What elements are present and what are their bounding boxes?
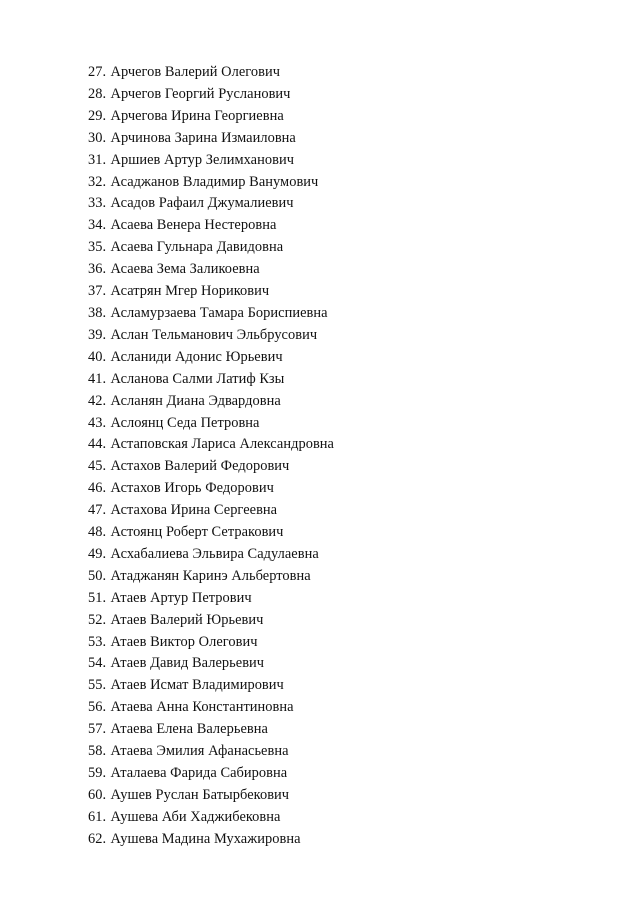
list-item-number: 41. — [88, 370, 107, 387]
list-item-number: 39. — [88, 326, 107, 343]
list-item-name: Астоянц Роберт Сетракович — [110, 524, 284, 541]
list-item — [88, 632, 640, 654]
list-item — [88, 62, 640, 84]
list-item-number: 53. — [88, 633, 107, 650]
list-item-number: 34. — [88, 217, 107, 234]
list-item-name: Атаева Елена Валерьевна — [110, 721, 268, 738]
list-item-number: 50. — [88, 567, 107, 584]
list-item-number: 62. — [88, 830, 107, 847]
list-item-number: 60. — [88, 786, 107, 803]
list-item-number: 52. — [88, 611, 107, 628]
list-item — [88, 413, 640, 435]
list-item-name: Атаев Виктор Олегович — [110, 633, 258, 650]
list-item — [88, 829, 640, 851]
list-item-number: 35. — [88, 239, 107, 256]
list-item-name: Аталаева Фарида Сабировна — [110, 765, 288, 781]
list-item-name: Астахова Ирина Сергеевна — [110, 502, 278, 519]
list-item-number: 27. — [88, 64, 107, 80]
list-item — [88, 500, 640, 522]
list-item-name: Асатрян Мгер Норикович — [110, 283, 270, 300]
list-item-number: 31. — [88, 151, 107, 168]
list-item — [88, 172, 640, 194]
list-item-number: 46. — [88, 480, 107, 497]
list-item-number: 36. — [88, 261, 107, 278]
list-item-name: Асаева Гульнара Давидовна — [110, 239, 284, 256]
list-item — [88, 478, 640, 500]
list-item-name: Асаева Венера Нестеровна — [110, 217, 277, 234]
list-item — [88, 84, 640, 106]
list-item-name: Аслоянц Седа Петровна — [110, 414, 260, 431]
list-item-name: Асаджанов Владимир Ванумович — [110, 173, 319, 190]
list-item-name: Атаев Валерий Юрьевич — [110, 611, 264, 628]
list-item-name: Арчегов Георгий Русланович — [110, 85, 291, 102]
list-item-number: 44. — [88, 436, 107, 453]
list-item-number: 57. — [88, 721, 107, 738]
list-item-number: 28. — [88, 85, 107, 102]
list-item-name: Асадов Рафаил Джумалиевич — [110, 195, 294, 212]
list-item — [88, 281, 640, 303]
list-item-number: 49. — [88, 545, 107, 562]
list-item — [88, 697, 640, 719]
list-item — [88, 237, 640, 259]
list-item — [88, 215, 640, 237]
list-item — [88, 719, 640, 741]
list-item — [88, 369, 640, 391]
list-item-name: Асхабалиева Эльвира Садулаевна — [110, 545, 319, 562]
list-item-name: Асланян Диана Эдвардовна — [110, 392, 281, 409]
list-item-number: 37. — [88, 283, 107, 300]
list-item — [88, 763, 640, 785]
list-item — [88, 303, 640, 325]
list-item-number: 48. — [88, 524, 107, 541]
list-item-name: Асланова Салми Латиф Кзы — [110, 370, 285, 387]
list-item — [88, 653, 640, 675]
list-item-name: Атаева Эмилия Афанасьевна — [110, 743, 289, 760]
list-item-name: Атаев Исмат Владимирович — [110, 677, 284, 694]
list-item-number: 42. — [88, 392, 107, 409]
list-item-name: Асламурзаева Тамара Бориспиевна — [110, 304, 328, 321]
list-item-name: Аушев Руслан Батырбекович — [110, 786, 290, 803]
list-item-name: Атаев Давид Валерьевич — [110, 655, 265, 672]
list-item-name: Аршиев Артур Зелимханович — [110, 151, 294, 168]
list-item — [88, 391, 640, 413]
list-item — [88, 566, 640, 588]
list-item-name: Астахов Игорь Федорович — [110, 480, 274, 497]
list-item-name: Атаев Артур Петрович — [110, 589, 252, 606]
list-item-name: Арчегова Ирина Георгиевна — [110, 107, 284, 124]
list-item-number: 59. — [88, 765, 107, 781]
list-item — [88, 741, 640, 763]
list-item-name: Арчегов Валерий Олегович — [110, 64, 280, 80]
name-list — [88, 62, 640, 851]
list-item — [88, 434, 640, 456]
list-item — [88, 347, 640, 369]
list-item-name: Атаджанян Каринэ Альбертовна — [110, 567, 311, 584]
list-item-number: 61. — [88, 808, 107, 825]
list-item — [88, 675, 640, 697]
list-item-number: 56. — [88, 699, 107, 716]
list-item-number: 45. — [88, 458, 107, 475]
list-item — [88, 128, 640, 150]
list-item-name: Аушева Аби Хаджибековна — [110, 808, 281, 825]
list-item-name: Астахов Валерий Федорович — [110, 458, 290, 475]
list-item — [88, 544, 640, 566]
list-item-number: 30. — [88, 129, 107, 146]
list-item-name: Астаповская Лариса Александровна — [110, 436, 334, 453]
list-item-number: 58. — [88, 743, 107, 760]
list-item — [88, 150, 640, 172]
list-item — [88, 193, 640, 215]
list-item-number: 38. — [88, 304, 107, 321]
list-item-number: 40. — [88, 348, 107, 365]
list-item-number: 55. — [88, 677, 107, 694]
list-item-name: Арчинова Зарина Измаиловна — [110, 129, 296, 146]
list-item-number: 33. — [88, 195, 107, 212]
list-item-number: 43. — [88, 414, 107, 431]
list-item — [88, 106, 640, 128]
list-item-name: Атаева Анна Константиновна — [110, 699, 294, 716]
list-item-name: Асланиди Адонис Юрьевич — [110, 348, 283, 365]
list-item-number: 32. — [88, 173, 107, 190]
list-item — [88, 807, 640, 829]
list-item — [88, 588, 640, 610]
list-item-number: 51. — [88, 589, 107, 606]
list-item — [88, 259, 640, 281]
list-item-name: Асаева Зема Заликоевна — [110, 261, 260, 278]
list-item-number: 54. — [88, 655, 107, 672]
list-item-number: 29. — [88, 107, 107, 124]
list-item — [88, 456, 640, 478]
list-item-number: 47. — [88, 502, 107, 519]
list-item-name: Аслан Тельманович Эльбрусович — [110, 326, 318, 343]
list-item — [88, 610, 640, 632]
list-item — [88, 522, 640, 544]
list-item-name: Аушева Мадина Мухажировна — [110, 830, 301, 847]
list-item — [88, 325, 640, 347]
list-item — [88, 785, 640, 807]
